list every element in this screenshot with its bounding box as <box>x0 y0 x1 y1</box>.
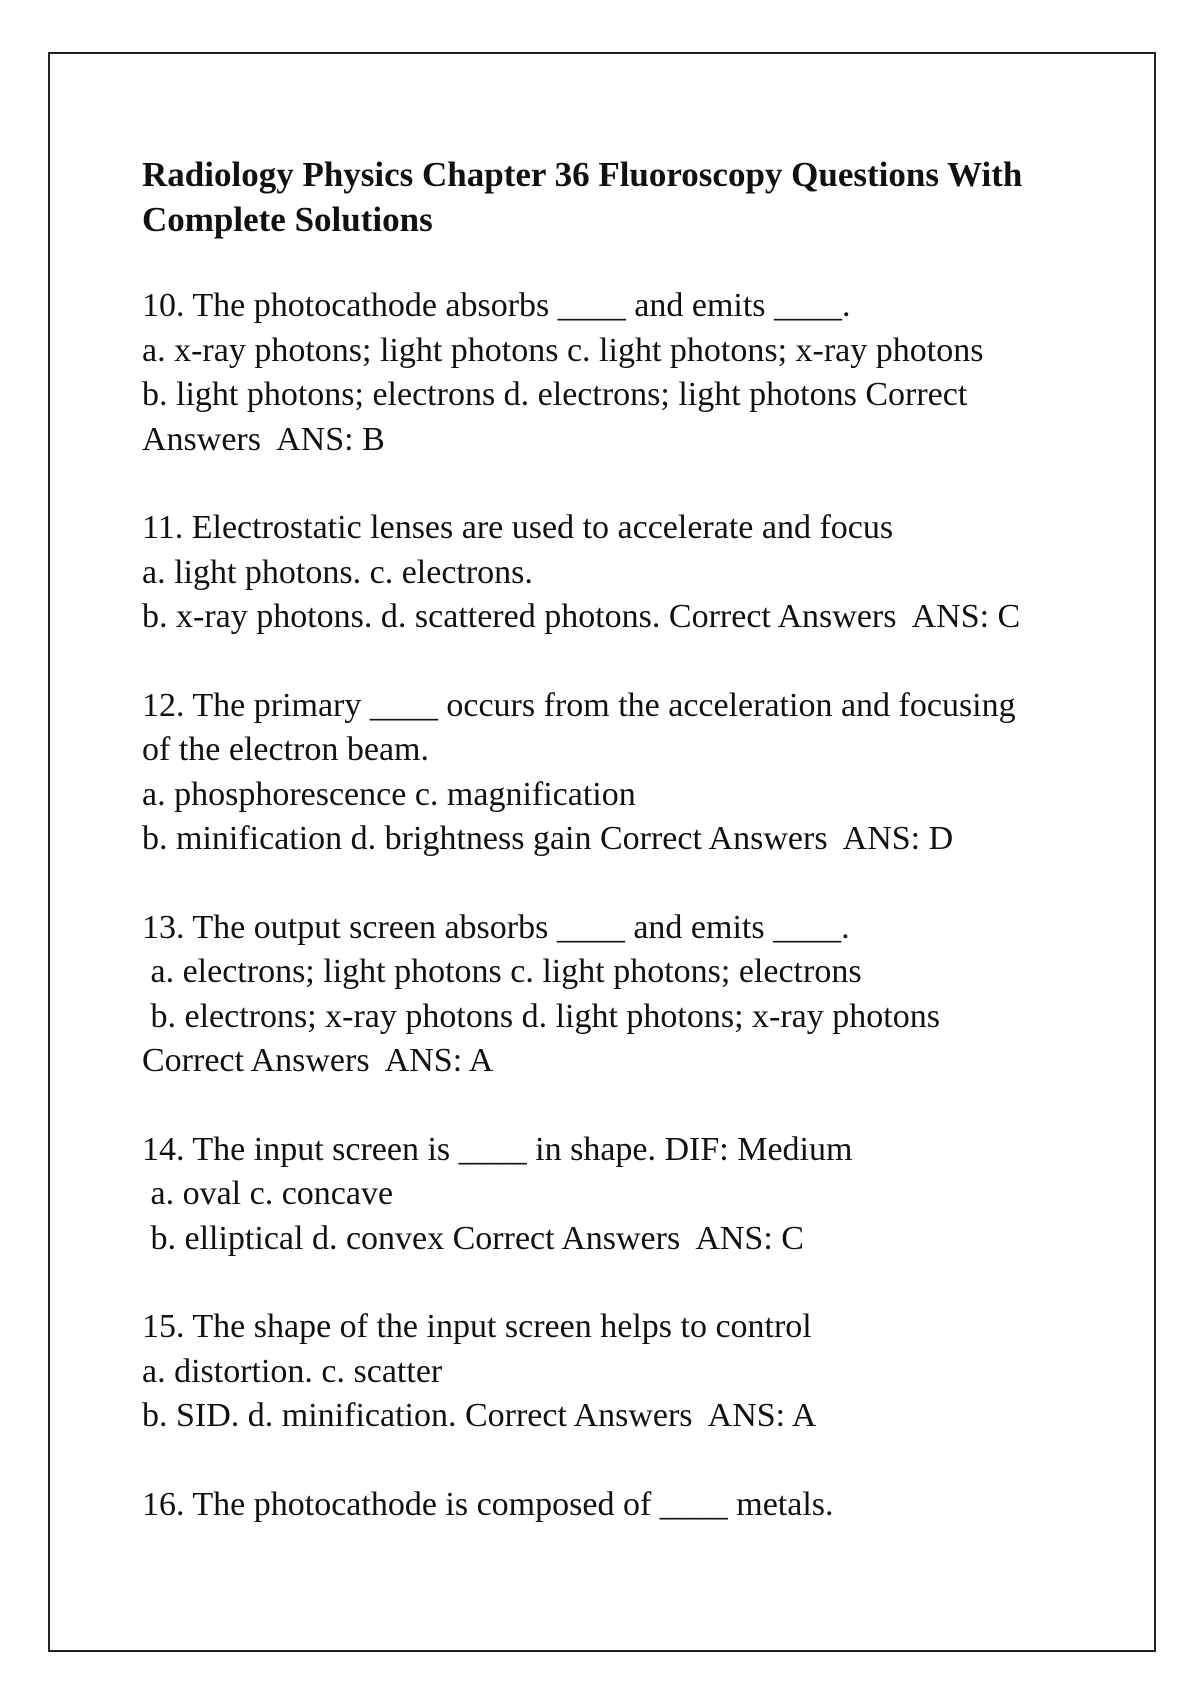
question-text: 12. The primary ____ occurs from the acceleration and focusing <box>142 686 1016 724</box>
document-title <box>142 152 1102 242</box>
answer-options: b. electrons; x-ray photons d. light photons; x-ray photons <box>142 997 940 1035</box>
title-line: Radiology Physics Chapter 36 Fluoroscopy Questions With <box>142 155 1023 194</box>
answer-options: a. light photons. c. electrons. <box>142 553 533 591</box>
question-15 <box>142 1305 1102 1439</box>
question-13 <box>142 906 1102 1084</box>
question-text: 16. The photocathode is composed of ____ metals. <box>142 1485 834 1523</box>
question-11 <box>142 506 1102 640</box>
question-text: 15. The shape of the input screen helps to control <box>142 1308 812 1345</box>
answer-options: b. minification d. brightness gain Correct Answers ANS: D <box>142 820 954 857</box>
question-10 <box>142 284 1102 462</box>
correct-answer: Correct Answers ANS: A <box>142 1042 494 1079</box>
document-body <box>142 152 1102 1571</box>
correct-answer: Answers ANS: B <box>142 420 385 458</box>
answer-options: b. x-ray photons. d. scattered photons. Correct Answers ANS: C <box>142 598 1021 635</box>
answer-options: b. elliptical d. convex Correct Answers ANS: C <box>142 1219 804 1257</box>
question-text: of the electron beam. <box>142 731 429 768</box>
answer-options: a. oval c. concave <box>142 1175 394 1212</box>
answer-options: a. electrons; light photons c. light photons; electrons <box>142 953 862 990</box>
title-line: Complete Solutions <box>142 200 433 239</box>
question-text: 11. Electrostatic lenses are used to accelerate and focus <box>142 509 894 546</box>
answer-options: b. light photons; electrons d. electrons; light photons Correct <box>142 376 968 413</box>
question-text: 10. The photocathode absorbs ____ and emits ____. <box>142 287 851 324</box>
answer-options: a. phosphorescence c. magnification <box>142 775 636 813</box>
question-16 <box>142 1483 1102 1528</box>
answer-options: a. distortion. c. scatter <box>142 1352 443 1390</box>
question-12 <box>142 684 1102 862</box>
question-14 <box>142 1128 1102 1262</box>
question-text: 13. The output screen absorbs ____ and emits ____. <box>142 908 850 946</box>
question-text: 14. The input screen is ____ in shape. DIF: Medium <box>142 1130 853 1168</box>
answer-options: b. SID. d. minification. Correct Answers ANS: A <box>142 1397 817 1434</box>
answer-options: a. x-ray photons; light photons c. light photons; x-ray photons <box>142 331 984 369</box>
